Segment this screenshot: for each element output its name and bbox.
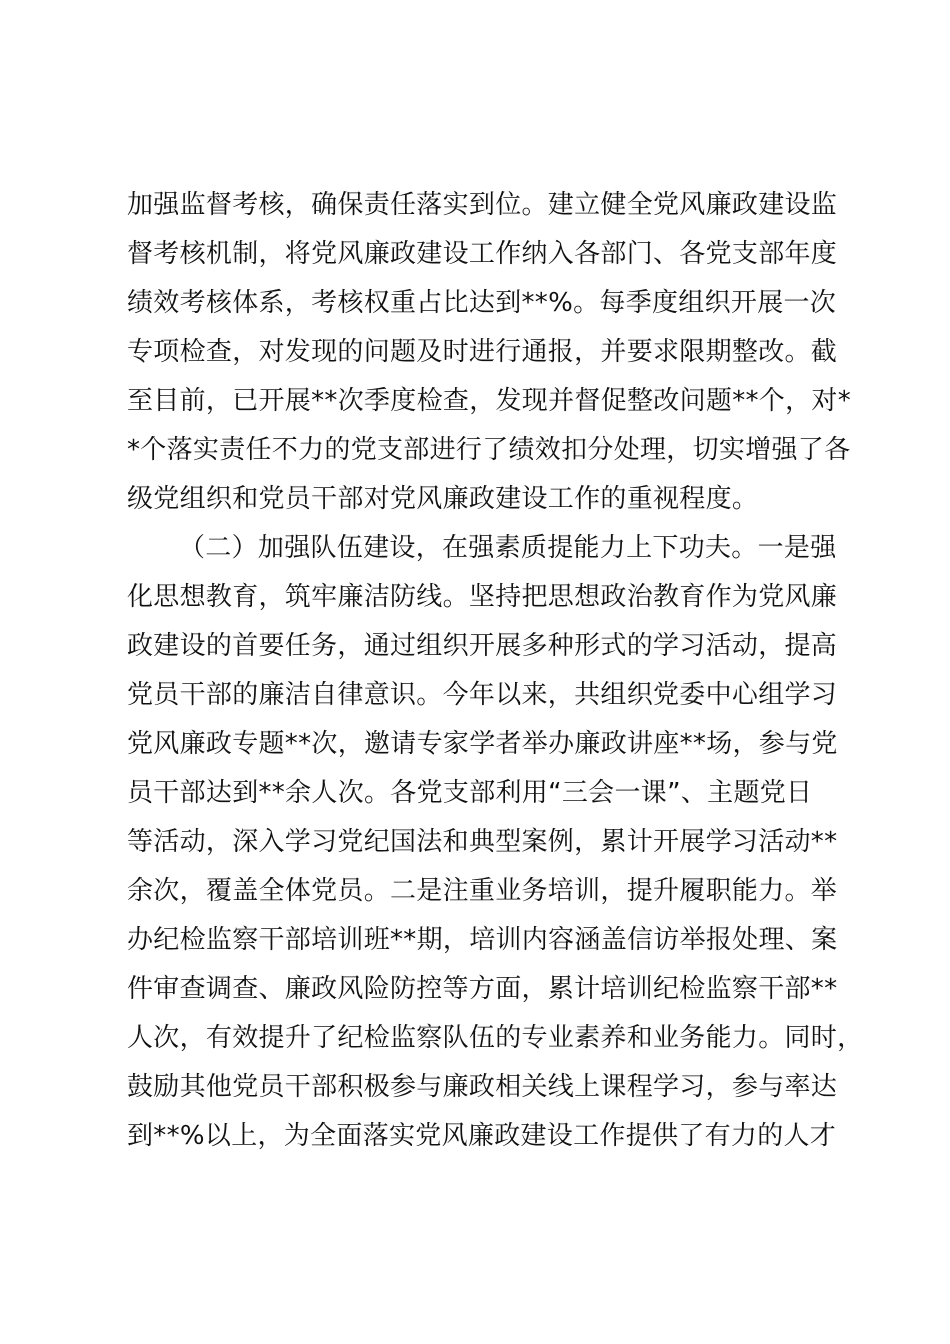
text-line: 等活动，深入学习党纪国法和典型案例，累计开展学习活动** — [127, 827, 838, 857]
text-line: 办纪检监察干部培训班**期，培训内容涵盖信访举报处理、案 — [127, 925, 838, 955]
text-line: 专项检查，对发现的问题及时进行通报，并要求限期整改。截 — [127, 337, 838, 367]
text-line: 人次，有效提升了纪检监察队伍的专业素养和业务能力。同时， — [127, 1023, 864, 1053]
text-line: 鼓励其他党员干部积极参与廉政相关线上课程学习，参与率达 — [127, 1072, 838, 1102]
text-line: 政建设的首要任务，通过组织开展多种形式的学习活动，提高 — [127, 631, 838, 661]
text-line: 绩效考核体系，考核权重占比达到**%。每季度组织开展一次 — [127, 288, 837, 318]
text-line: 至目前，已开展**次季度检查，发现并督促整改问题**个，对* — [127, 386, 852, 416]
text-line: *个落实责任不力的党支部进行了绩效扣分处理，切实增强了各 — [127, 435, 851, 465]
text-line: 党员干部的廉洁自律意识。今年以来，共组织党委中心组学习 — [127, 680, 838, 710]
text-line: 到**%以上，为全面落实党风廉政建设工作提供了有力的人才 — [127, 1121, 837, 1151]
text-line: 加强监督考核，确保责任落实到位。建立健全党风廉政建设监 — [127, 190, 838, 220]
text-line: 党风廉政专题**次，邀请专家学者举办廉政讲座**场，参与党 — [127, 729, 838, 759]
section-heading-line: （二）加强队伍建设，在强素质提能力上下功夫。一是强 — [179, 533, 837, 563]
text-line: 余次，覆盖全体党员。二是注重业务培训，提升履职能力。举 — [127, 876, 838, 906]
text-line: 化思想教育，筑牢廉洁防线。坚持把思想政治教育作为党风廉 — [127, 582, 838, 612]
text-line: 级党组织和党员干部对党风廉政建设工作的重视程度。 — [127, 484, 759, 514]
text-line: 件审查调查、廉政风险防控等方面，累计培训纪检监察干部** — [127, 974, 838, 1004]
text-line: 员干部达到**余人次。各党支部利用“三会一课”、主题党日 — [127, 778, 813, 808]
text-line: 督考核机制，将党风廉政建设工作纳入各部门、各党支部年度 — [127, 239, 838, 269]
body-text — [127, 181, 864, 1161]
